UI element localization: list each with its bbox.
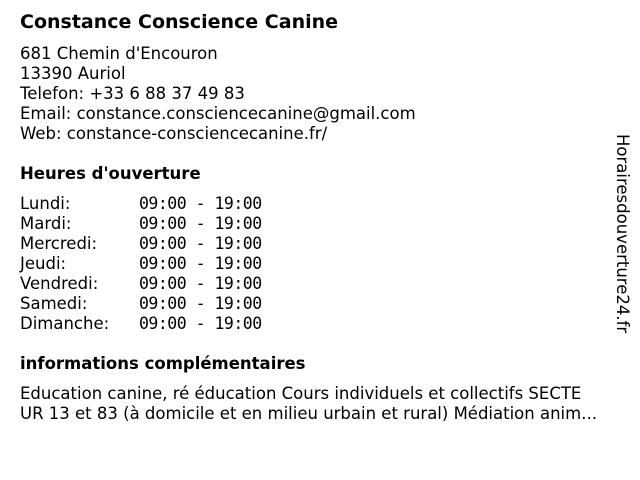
- email-address: Email: constance.consciencecanine@gmail.com: [20, 104, 416, 123]
- address-city: 13390 Auriol: [20, 64, 126, 83]
- hours-day: Vendredi:: [20, 274, 99, 293]
- hours-time: 09:00 - 19:00: [139, 314, 262, 333]
- additional-info-heading: informations complémentaires: [20, 354, 306, 373]
- website-address: Web: constance-consciencecanine.fr/: [20, 124, 328, 143]
- hours-row-samedi: [20, 294, 262, 314]
- hours-time: 09:00 - 19:00: [139, 214, 262, 233]
- description-line: UR 13 et 83 (à domicile et en milieu urbain et rural) Médiation anim...: [20, 404, 597, 423]
- hours-day: Lundi:: [20, 194, 71, 213]
- additional-info-text: [20, 384, 632, 424]
- hours-time: 09:00 - 19:00: [139, 274, 262, 293]
- hours-row-jeudi: [20, 254, 262, 274]
- hours-day: Jeudi:: [20, 254, 67, 273]
- hours-day: Mardi:: [20, 214, 72, 233]
- hours-time: 09:00 - 19:00: [139, 234, 262, 253]
- hours-day: Dimanche:: [20, 314, 110, 333]
- opening-hours-table: [20, 194, 262, 334]
- hours-day: Mercredi:: [20, 234, 98, 253]
- hours-row-mardi: [20, 214, 262, 234]
- contact-block: [20, 44, 416, 144]
- business-name: Constance Conscience Canine: [20, 11, 339, 33]
- hours-row-vendredi: [20, 274, 262, 294]
- hours-time: 09:00 - 19:00: [139, 254, 262, 273]
- hours-row-dimanche: [20, 314, 262, 334]
- hours-time: 09:00 - 19:00: [139, 194, 262, 213]
- phone-number: Telefon: +33 6 88 37 49 83: [20, 84, 245, 103]
- hours-row-lundi: [20, 194, 262, 214]
- description-line: Education canine, ré éducation Cours individuels et collectifs SECTE: [20, 384, 582, 403]
- site-watermark: Horairesdouverture24.fr: [613, 134, 632, 334]
- address-street: 681 Chemin d'Encouron: [20, 44, 218, 63]
- opening-hours-heading: Heures d'ouverture: [20, 164, 201, 183]
- hours-row-mercredi: [20, 234, 262, 254]
- hours-day: Samedi:: [20, 294, 88, 313]
- hours-time: 09:00 - 19:00: [139, 294, 262, 313]
